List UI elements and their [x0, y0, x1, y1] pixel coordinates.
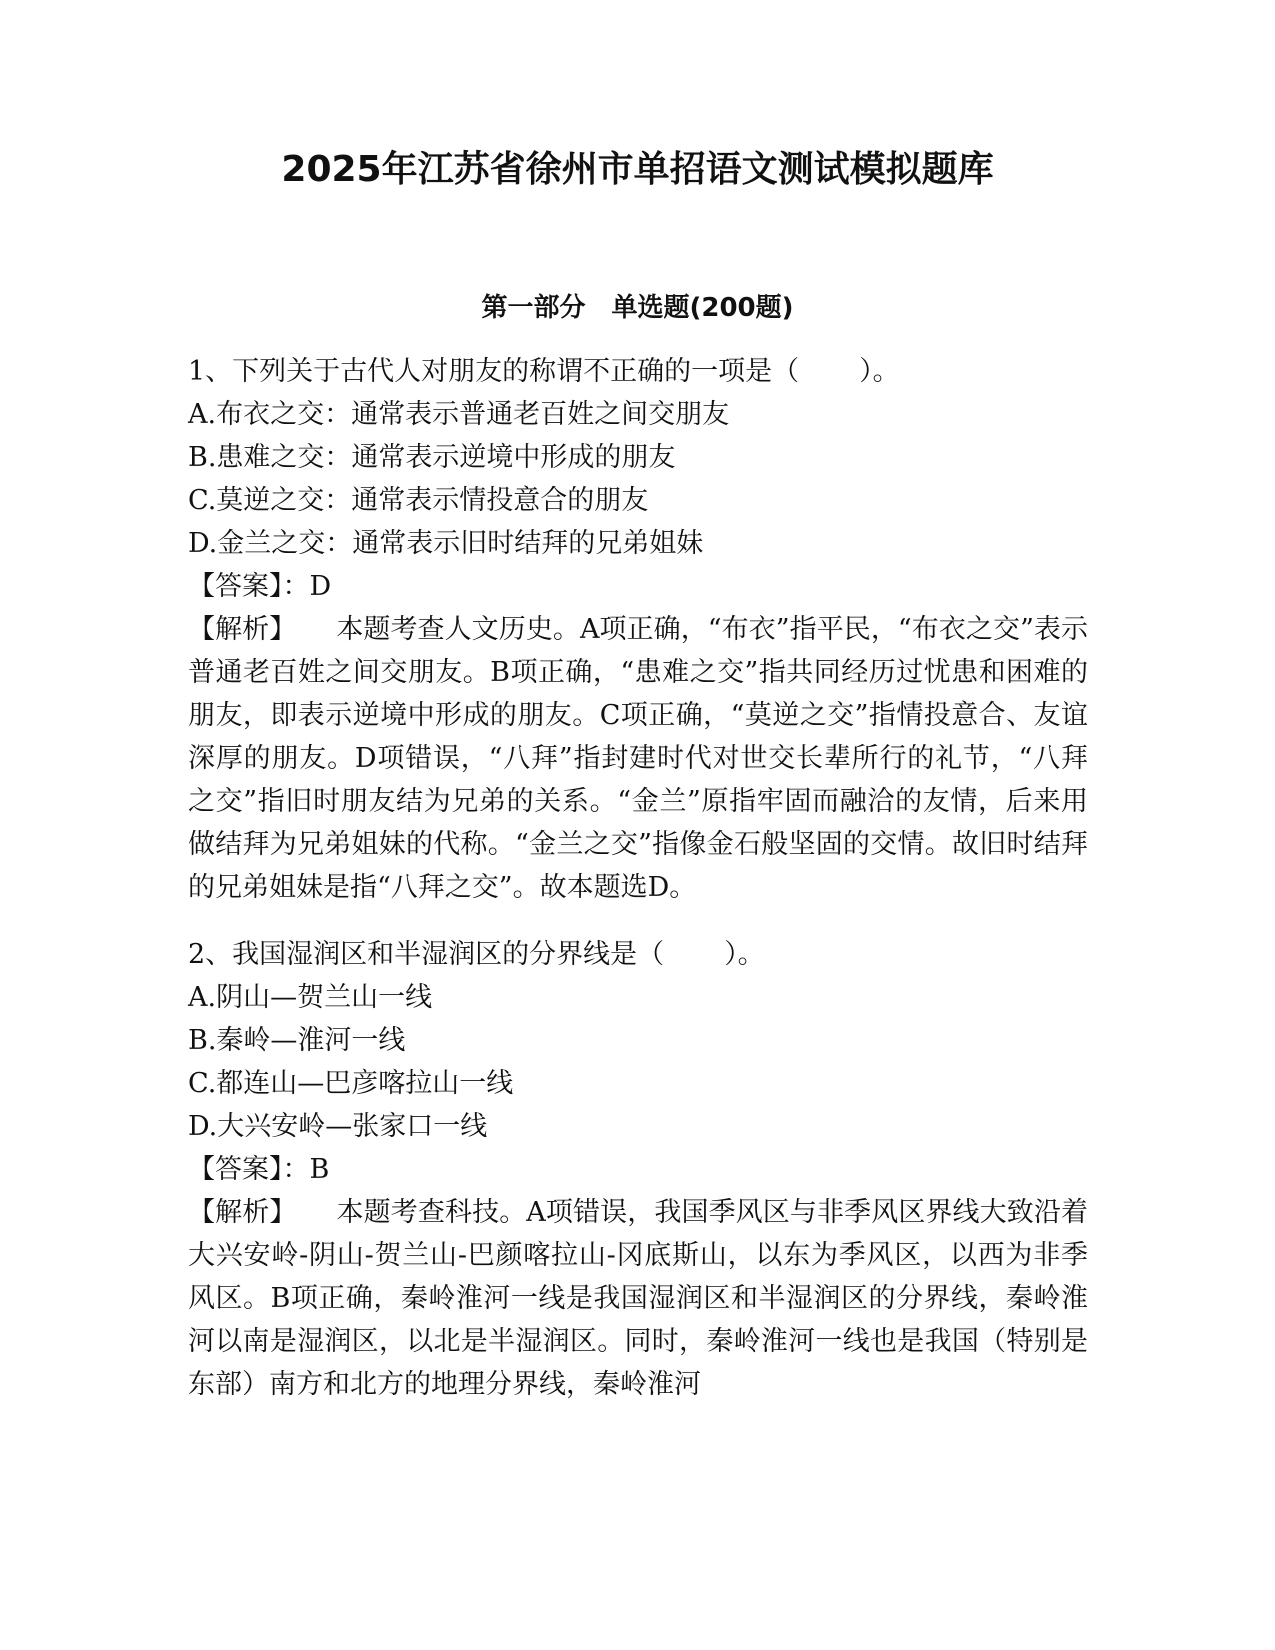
answer-label: 【答案】	[188, 1154, 283, 1185]
option-c: C.都连山—巴彦喀拉山一线	[188, 1068, 514, 1099]
analysis	[188, 608, 1088, 909]
section-title: 第一部分 单选题(200题)	[481, 293, 794, 323]
analysis	[188, 1191, 1088, 1406]
option-d: D.大兴安岭—张家口一线	[188, 1111, 488, 1142]
document-title: 2025年江苏省徐州市单招语文测试模拟题库	[281, 149, 994, 190]
question-list	[188, 350, 1088, 1430]
option-a: A.阴山—贺兰山一线	[188, 982, 433, 1013]
question-stem-end: ）。	[859, 356, 900, 387]
option-d: D.金兰之交：通常表示旧时结拜的兄弟姐妹	[188, 528, 704, 559]
question-2	[188, 933, 1088, 1406]
question-stem-text: 2、我国湿润区和半湿润区的分界线是（	[188, 939, 665, 970]
option-b: B.患难之交：通常表示逆境中形成的朋友	[188, 442, 676, 473]
analysis-text: 本题考查人文历史。A项正确，“布衣”指平民，“布衣之交”表示普通老百姓之间交朋友。B项正确，“患难之交”指共同经历过忧患和困难的朋友，即表示逆境中形成的朋友。C项正确，“莫逆之交”指情投意合、友谊深厚的朋友。D项错误，“八拜”指封建时代对世交长辈所行的礼节，“八拜之交”指旧时朋友结为兄弟的关系。“金兰”原指牢固而融洽的友情，后来用做结拜为兄弟姐妹的代称。“金兰之交”指像金石般坚固的交情。故旧时结拜的兄弟姐妹是指“八拜之交”。故本题选D。	[188, 614, 1089, 903]
analysis-label: 【解析】	[188, 614, 297, 645]
answer	[188, 1148, 1088, 1191]
answer-value: ：B	[282, 1154, 330, 1185]
option-c: C.莫逆之交：通常表示情投意合的朋友	[188, 485, 649, 516]
answer-label: 【答案】	[188, 571, 283, 602]
option-b: B.秦岭—淮河一线	[188, 1025, 406, 1056]
question-stem	[188, 933, 1088, 976]
question-stem-text: 1、下列关于古代人对朋友的称谓不正确的一项是（	[188, 356, 800, 387]
question-1	[188, 350, 1088, 909]
answer-value: ：D	[282, 571, 332, 602]
question-stem-end: ）。	[724, 939, 765, 970]
option-a: A.布衣之交：通常表示普通老百姓之间交朋友	[188, 399, 730, 430]
answer	[188, 565, 1088, 608]
question-stem	[188, 350, 1088, 393]
analysis-text: 本题考查科技。A项错误，我国季风区与非季风区界线大致沿着大兴安岭-阴山-贺兰山-巴颜喀拉山-冈底斯山，以东为季风区，以西为非季风区。B项正确，秦岭淮河一线是我国湿润区和半湿润区的分界线，秦岭淮河以南是湿润区，以北是半湿润区。同时，秦岭淮河一线也是我国（特别是东部）南方和北方的地理分界线，秦岭淮河	[188, 1197, 1088, 1400]
analysis-label: 【解析】	[188, 1197, 297, 1228]
